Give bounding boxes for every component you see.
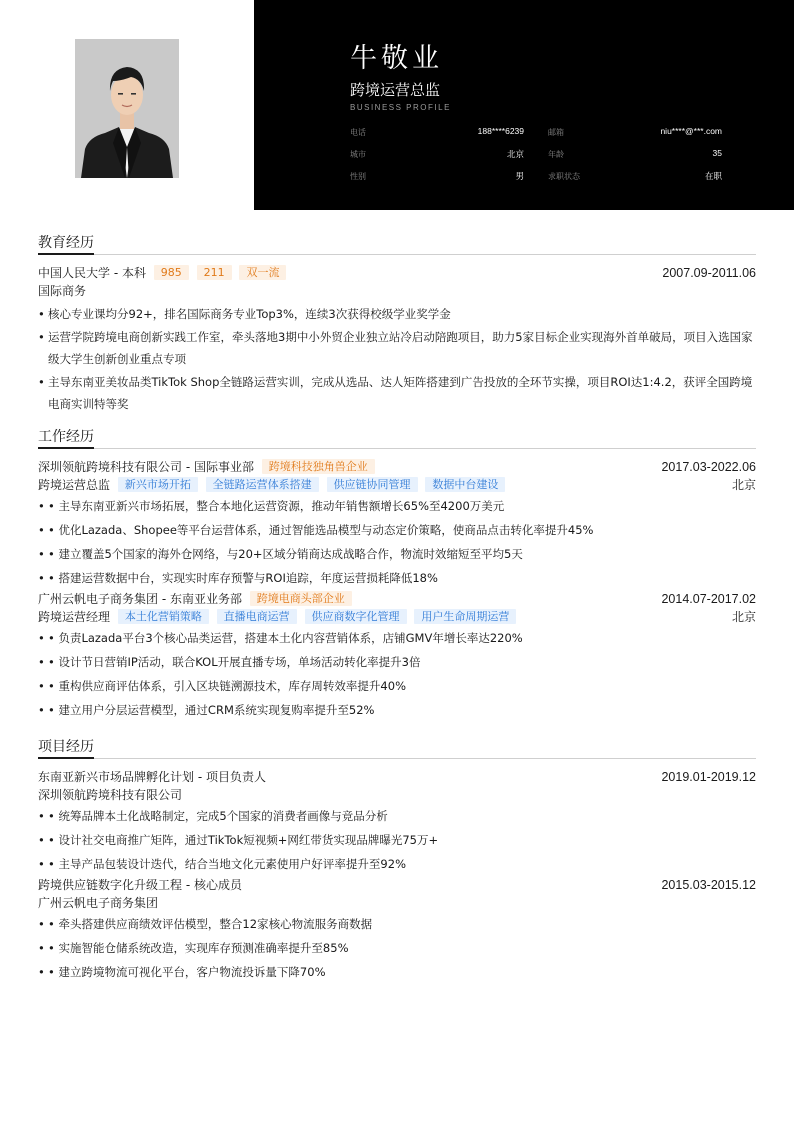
skill-tag: 数据中台建设 [425,477,505,492]
info-city [350,148,524,162]
skill-tag: 全链路运营体系搭建 [206,477,319,492]
info-label: 邮箱 [548,128,564,137]
list-item: • 运营学院跨境电商创新实践工作室，牵头落地3期中小外贸企业独立站冷启动陪跑项目，助力5家目标企业实现海外首单破局，项目入选国家级大学生创新创业重点专项 [38,326,756,371]
project-name: 跨境供应链数字化升级工程 - 核心成员 [38,878,242,892]
section-heading-underline [38,757,94,759]
section-heading [38,737,756,759]
list-item: • • 统筹品牌本土化战略制定，完成5个国家的消费者画像与竞品分析 [38,804,756,828]
section-divider [38,448,756,449]
info-email [548,126,722,140]
project-org-row [38,786,756,804]
info-phone [350,126,524,140]
project-bullets [38,804,756,876]
project-header-row [38,768,756,786]
list-item: • 主导东南亚美妆品类TikTok Shop全链路运营实训，完成从选品、达人矩阵搭建到广告投放的全环节实操，项目ROI达1:4.2，获评全国跨境电商实训特等奖 [38,371,756,416]
profile-subtitle: BUSINESS PROFILE [350,103,451,112]
project-header-row [38,876,756,894]
section-heading [38,233,756,255]
school-tag: 双一流 [239,265,286,280]
section-divider [38,758,756,759]
job-header-row [38,590,756,608]
company-name: 深圳领航跨境科技有限公司 - 国际事业部 [38,460,254,474]
job-city: 北京 [731,478,756,492]
list-item: • • 主导产品包装设计迭代，结合当地文化元素使用户好评率提升至92% [38,852,756,876]
list-item: • • 建立用户分层运营模型，通过CRM系统实现复购率提升至52% [38,698,756,722]
list-item: • • 优化Lazada、Shopee等平台运营体系，通过智能选品模型与动态定价策略，使商品点击转化率提升45% [38,518,756,542]
project-date: 2015.03-2015.12 [661,878,756,892]
job-position: 跨境运营总监 [38,478,111,492]
info-label: 城市 [350,150,366,159]
info-gender [350,170,524,184]
company-name: 广州云帆电子商务集团 - 东南亚业务部 [38,592,242,606]
project-org-row [38,894,756,912]
info-status [548,170,722,184]
info-row [350,126,722,140]
skill-tag: 用户生命周期运营 [414,609,516,624]
list-item: • • 负责Lazada平台3个核心品类运营，搭建本土化内容营销体系，店铺GMV年增长率达220% [38,626,756,650]
job-position: 跨境运营经理 [38,610,111,624]
section-heading-text: 工作经历 [38,429,94,445]
major-name: 国际商务 [38,284,87,298]
skill-tag: 新兴市场开拓 [118,477,198,492]
info-value: 在职 [704,171,722,181]
job-position-row [38,476,756,494]
job-bullets [38,626,756,722]
school-name: 中国人民大学 - 本科 [38,266,146,280]
company-tag: 跨境科技独角兽企业 [262,459,375,474]
job-bullets [38,494,756,590]
candidate-name: 牛敬业 [350,43,443,74]
list-item: • • 设计节日营销IP活动，联合KOL开展直播专场，单场活动转化率提升3倍 [38,650,756,674]
job-date: 2017.03-2022.06 [661,460,756,474]
resume-header [0,0,794,210]
info-label: 求职状态 [548,172,580,181]
education-date: 2007.09-2011.06 [662,266,756,280]
info-label: 年龄 [548,150,564,159]
section-heading [38,427,756,449]
profile-photo [75,39,179,178]
info-value: 188****6239 [477,126,524,136]
info-value: 北京 [506,149,524,159]
project-date: 2019.01-2019.12 [661,770,756,784]
candidate-title: 跨境运营总监 [350,81,441,99]
company-tag: 跨境电商头部企业 [250,591,352,606]
section-heading-underline [38,253,94,255]
project-org: 深圳领航跨境科技有限公司 [38,788,183,802]
major-row [38,282,756,300]
list-item: • • 实施智能仓储系统改造，实现库存预测准确率提升至85% [38,936,756,960]
education-header-row [38,264,756,282]
list-item: • • 主导东南亚新兴市场拓展，整合本地化运营资源，推动年销售额增长65%至4200万美元 [38,494,756,518]
project-bullets [38,912,756,984]
info-value: 男 [515,171,524,181]
list-item: • • 建立覆盖5个国家的海外仓网络，与20+区域分销商达成战略合作，物流时效缩短至平均5天 [38,542,756,566]
projects-section [38,737,756,984]
list-item: • • 重构供应商评估体系，引入区块链溯源技术，库存周转效率提升40% [38,674,756,698]
info-row [350,148,722,162]
profile-panel [254,0,794,210]
school-tag: 211 [197,265,232,280]
section-heading-text: 项目经历 [38,739,94,755]
school-tag: 985 [154,265,189,280]
info-row [350,170,722,184]
info-value: niu****@***.com [660,126,722,136]
list-item: • 核心专业课均分92+，排名国际商务专业Top3%，连续3次获得校级学业奖学金 [38,303,756,326]
list-item: • • 牵头搭建供应商绩效评估模型，整合12家核心物流服务商数据 [38,912,756,936]
info-value: 35 [712,148,722,158]
skill-tag: 供应链协同管理 [327,477,418,492]
education-bullets [38,303,756,416]
job-header-row [38,458,756,476]
project-name: 东南亚新兴市场品牌孵化计划 - 项目负责人 [38,770,266,784]
work-section [38,427,756,722]
skill-tag: 直播电商运营 [217,609,297,624]
section-divider [38,254,756,255]
list-item: • • 设计社交电商推广矩阵，通过TikTok短视频+网红带货实现品牌曝光75万+ [38,828,756,852]
info-label: 性别 [350,172,366,181]
job-date: 2014.07-2017.02 [661,592,756,606]
skill-tag: 供应商数字化管理 [305,609,407,624]
section-heading-underline [38,447,94,449]
project-org: 广州云帆电子商务集团 [38,896,159,910]
list-item: • • 建立跨境物流可视化平台，客户物流投诉量下降70% [38,960,756,984]
skill-tag: 本土化营销策略 [118,609,209,624]
list-item: • • 搭建运营数据中台，实现实时库存预警与ROI追踪，年度运营损耗降低18% [38,566,756,590]
info-label: 电话 [350,128,366,137]
job-city: 北京 [731,610,756,624]
job-position-row [38,608,756,626]
section-heading-text: 教育经历 [38,235,94,251]
info-age [548,148,722,162]
education-section [38,233,756,416]
